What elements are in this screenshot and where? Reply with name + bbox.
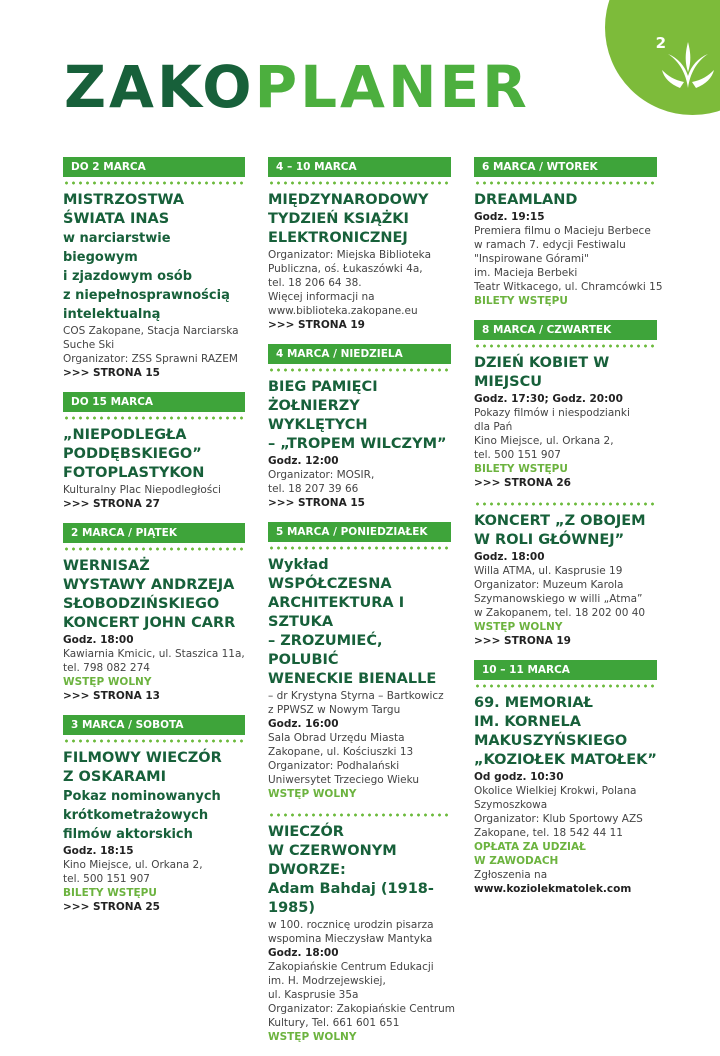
event-info-line: wspomina Mieczysław Mantyka	[268, 933, 433, 945]
event-info-line: w Zakopanem, tel. 18 202 00 40	[474, 607, 646, 619]
event-title-line: 69. MEMORIAŁ	[474, 695, 593, 711]
dotted-divider	[474, 684, 657, 688]
event-date-header: 6 MARCA / WTOREK	[474, 157, 657, 177]
event-info-line: Więcej informacji na	[268, 291, 375, 303]
event-info-line: COS Zakopane, Stacja Narciarska	[63, 325, 239, 337]
event-title-line: „KOZIOŁEK MATOŁEK”	[474, 752, 657, 768]
event-info-line: w ramach 7. edycji Festiwalu	[474, 239, 626, 251]
event-title-line: MAKUSZYŃSKIEGO	[474, 733, 628, 749]
event-hour: Godz. 17:30; Godz. 20:00	[474, 393, 623, 405]
event-info-line: Premiera filmu o Macieju Berbece	[474, 225, 651, 237]
event-info-line: Suche Ski	[63, 339, 115, 351]
event-title-line: – „TROPEM WILCZYM”	[268, 436, 447, 452]
event-title	[474, 354, 657, 392]
event-info-line: Okolice Wielkiej Krokwi, Polana	[474, 785, 637, 797]
event-item	[63, 523, 245, 703]
event-item	[474, 502, 657, 648]
page-reference: >>> STRONA 26	[474, 477, 571, 489]
dotted-divider	[474, 181, 657, 185]
event-info-line: Organizator: Muzeum Karola	[474, 579, 624, 591]
event-date-header: 8 MARCA / CZWARTEK	[474, 320, 657, 340]
event-title	[474, 512, 657, 550]
page-reference: >>> STRONA 25	[63, 901, 160, 913]
event-date-header: 3 MARCA / SOBOTA	[63, 715, 245, 735]
event-ticket-info: WSTĘP WOLNY	[268, 1031, 357, 1043]
column-3	[474, 157, 663, 908]
event-info-line: Zakopane, ul. Kościuszki 13	[268, 746, 414, 758]
event-title	[63, 426, 245, 483]
event-title-line: DZIEŃ KOBIET W MIEJSCU	[474, 355, 610, 390]
event-info-line: Kino Miejsce, ul. Orkana 2,	[63, 859, 203, 871]
event-title	[474, 191, 657, 210]
event-subtitle-line: z niepełnosprawnością	[63, 288, 230, 303]
event-ticket-info: BILETY WSTĘPU	[474, 295, 568, 307]
event-ticket-info: W ZAWODACH	[474, 855, 559, 867]
event-item	[474, 157, 663, 308]
event-title-line: ŻOŁNIERZY WYKLĘTYCH	[268, 398, 368, 433]
event-info-line: Organizator: ZSS Sprawni RAZEM	[63, 353, 238, 365]
event-subtitle-line: krótkometrażowych	[63, 808, 209, 823]
event-info-line: Kultury, Tel. 661 601 651	[268, 1017, 400, 1029]
event-subtitle-line: filmów aktorskich	[63, 827, 193, 842]
event-info-line: Zakopane, tel. 18 542 44 11	[474, 827, 623, 839]
dotted-divider	[63, 547, 245, 551]
event-title-line: MISTRZOSTWA	[63, 192, 185, 208]
event-hour: Godz. 19:15	[474, 211, 545, 223]
event-date-header: 4 MARCA / NIEDZIELA	[268, 344, 451, 364]
event-info-line: dla Pań	[474, 421, 513, 433]
event-info-line: Szymanowskiego w willi „Atma”	[474, 593, 643, 605]
event-item	[268, 813, 456, 1044]
event-info-line: tel. 500 151 907	[474, 449, 561, 461]
event-info-line: Organizator: Zakopiańskie Centrum	[268, 1003, 456, 1015]
dotted-divider	[63, 416, 245, 420]
event-title	[63, 749, 245, 787]
event-info-line: tel. 18 206 64 38.	[268, 277, 362, 289]
event-info-line: tel. 500 151 907	[63, 873, 150, 885]
event-item	[268, 344, 451, 510]
event-ticket-info: OPŁATA ZA UDZIAŁ	[474, 841, 586, 853]
event-title	[268, 823, 451, 918]
event-title-line: FOTOPLASTYKON	[63, 465, 205, 481]
page-reference: >>> STRONA 19	[474, 635, 571, 647]
event-hour: Godz. 16:00	[268, 718, 339, 730]
event-ticket-info: WSTĘP WOLNY	[474, 621, 563, 633]
event-title-line: WERNISAŻ	[63, 558, 150, 574]
event-info-line: "Inspirowane Górami"	[474, 253, 589, 265]
dotted-divider	[63, 181, 245, 185]
event-title-line: DREAMLAND	[474, 192, 578, 208]
event-title-line: Z OSKARAMI	[63, 769, 167, 785]
event-item	[63, 392, 245, 511]
dotted-divider	[474, 344, 657, 348]
event-info-line: – dr Krystyna Styrna – Bartkowicz	[268, 690, 444, 702]
event-title-line: – ZROZUMIEĆ, POLUBIĆ	[268, 633, 383, 668]
event-date-header: 5 MARCA / PONIEDZIAŁEK	[268, 522, 451, 542]
event-date-header: 2 MARCA / PIĄTEK	[63, 523, 245, 543]
event-info-line: tel. 18 207 39 66	[268, 483, 359, 495]
event-item	[474, 320, 657, 490]
event-info-line: Willa ATMA, ul. Kasprusie 19	[474, 565, 623, 577]
event-title-line: IM. KORNELA	[474, 714, 581, 730]
dotted-divider	[268, 368, 451, 372]
event-info-line: ul. Kasprusie 35a	[268, 989, 359, 1001]
event-title-line: KONCERT JOHN CARR	[63, 615, 236, 631]
event-hour: Godz. 18:00	[63, 634, 134, 646]
dotted-divider	[63, 739, 245, 743]
event-title	[474, 694, 657, 770]
event-title-line: ELEKTRONICZNEJ	[268, 230, 408, 246]
column-1	[63, 157, 245, 926]
event-title	[268, 191, 451, 248]
event-title-line: BIEG PAMIĘCI	[268, 379, 378, 395]
event-title-line: WIECZÓR	[268, 824, 344, 840]
column-2	[268, 157, 456, 1056]
event-hour: Godz. 18:00	[268, 947, 339, 959]
event-info-line: Uniwersytet Trzeciego Wieku	[268, 774, 420, 786]
event-info-line: Kawiarnia Kmicic, ul. Staszica 11a,	[63, 648, 245, 660]
dotted-divider	[268, 813, 451, 817]
event-info-line: Szymoszkowa	[474, 799, 548, 811]
page-number: 2	[655, 34, 666, 52]
page-reference: >>> STRONA 27	[63, 498, 160, 510]
event-hour: Od godz. 10:30	[474, 771, 564, 783]
event-info-line: im. H. Modrzejewskiej,	[268, 975, 386, 987]
event-title	[268, 378, 451, 454]
event-ticket-info: WSTĘP WOLNY	[268, 788, 357, 800]
event-info-line: Organizator: Klub Sportowy AZS	[474, 813, 643, 825]
event-info-line: Teatr Witkacego, ul. Chramcówki 15	[474, 281, 663, 293]
event-title-line: ARCHITEKTURA I SZTUKA	[268, 595, 405, 630]
event-title	[268, 556, 451, 689]
event-date-header: DO 15 MARCA	[63, 392, 245, 412]
event-info-line: Organizator: Miejska Biblioteka	[268, 249, 432, 261]
event-subtitle-line: w narciarstwie biegowym	[63, 231, 171, 265]
event-subtitle-line: i zjazdowym osób	[63, 269, 193, 284]
event-title	[63, 191, 245, 229]
event-ticket-info: WSTĘP WOLNY	[63, 676, 152, 688]
event-info-line: www.biblioteka.zakopane.eu	[268, 305, 418, 317]
event-hour: Godz. 18:00	[474, 551, 545, 563]
event-info-line: Kino Miejsce, ul. Orkana 2,	[474, 435, 614, 447]
event-info-line: Organizator: MOSIR,	[268, 469, 375, 481]
page-reference: >>> STRONA 19	[268, 319, 365, 331]
event-title-line: KONCERT „Z OBOJEM	[474, 513, 646, 529]
event-info-line: tel. 798 082 274	[63, 662, 150, 674]
event-info-line: Organizator: Podhalański	[268, 760, 400, 772]
event-info-line: Zakopiańskie Centrum Edukacji	[268, 961, 434, 973]
event-title-line: ŚWIATA INAS	[63, 211, 170, 227]
event-ticket-info: BILETY WSTĘPU	[474, 463, 568, 475]
event-subtitle-line: Pokaz nominowanych	[63, 789, 221, 804]
event-item	[474, 660, 657, 896]
event-date-header: DO 2 MARCA	[63, 157, 245, 177]
event-info-line: Zgłoszenia na	[474, 869, 548, 881]
event-title	[63, 557, 245, 633]
event-title-line: „NIEPODLEGŁA	[63, 427, 187, 443]
event-info-line: Sala Obrad Urzędu Miasta	[268, 732, 405, 744]
event-item	[268, 522, 451, 801]
event-info-line: Pokazy filmów i niespodzianki	[474, 407, 630, 419]
event-info-line: Publiczna, oś. Łukaszówki 4a,	[268, 263, 423, 275]
event-title-line: DWORZE:	[268, 862, 346, 878]
event-hour: Godz. 12:00	[268, 455, 339, 467]
event-hour: Godz. 18:15	[63, 845, 134, 857]
event-info-line: im. Macieja Berbeki	[474, 267, 578, 279]
event-info-line: Kulturalny Plac Niepodległości	[63, 484, 221, 496]
event-title-line: W CZERWONYM	[268, 843, 397, 859]
event-title-line: SŁOBODZIŃSKIEGO	[63, 596, 220, 612]
logo	[64, 53, 530, 121]
dotted-divider	[474, 502, 657, 506]
event-date-header: 10 – 11 MARCA	[474, 660, 657, 680]
page-reference: >>> STRONA 13	[63, 690, 160, 702]
logo-part-planer: PLANER	[254, 53, 530, 121]
event-title-line: MIĘDZYNARODOWY	[268, 192, 429, 208]
event-ticket-info: BILETY WSTĘPU	[63, 887, 157, 899]
page-reference: >>> STRONA 15	[268, 497, 365, 509]
event-title-line: W ROLI GŁÓWNEJ”	[474, 532, 625, 548]
event-info-line: z PPWSZ w Nowym Targu	[268, 704, 401, 716]
event-title-line: FILMOWY WIECZÓR	[63, 750, 222, 766]
event-title-line: WYSTAWY ANDRZEJA	[63, 577, 235, 593]
event-title-line: Adam Bahdaj (1918-1985)	[268, 881, 434, 916]
event-subtitle-line: intelektualną	[63, 307, 161, 322]
event-title-line: TYDZIEŃ KSIĄŻKI	[268, 211, 409, 227]
leaf-icon	[660, 40, 716, 90]
event-info-line: w 100. rocznicę urodzin pisarza	[268, 919, 434, 931]
event-website: www.koziolekmatolek.com	[474, 883, 632, 895]
dotted-divider	[268, 546, 451, 550]
event-title-line: PODDĘBSKIEGO”	[63, 446, 202, 462]
logo-part-zako: ZAKO	[64, 53, 255, 121]
page-reference: >>> STRONA 15	[63, 367, 160, 379]
event-title-line: Wykład WSPÓŁCZESNA	[268, 557, 392, 592]
event-item	[63, 715, 245, 914]
event-item	[268, 157, 451, 332]
event-item	[63, 157, 245, 380]
event-date-header: 4 – 10 MARCA	[268, 157, 451, 177]
event-title-line: WENECKIE BIENALLE	[268, 671, 437, 687]
dotted-divider	[268, 181, 451, 185]
